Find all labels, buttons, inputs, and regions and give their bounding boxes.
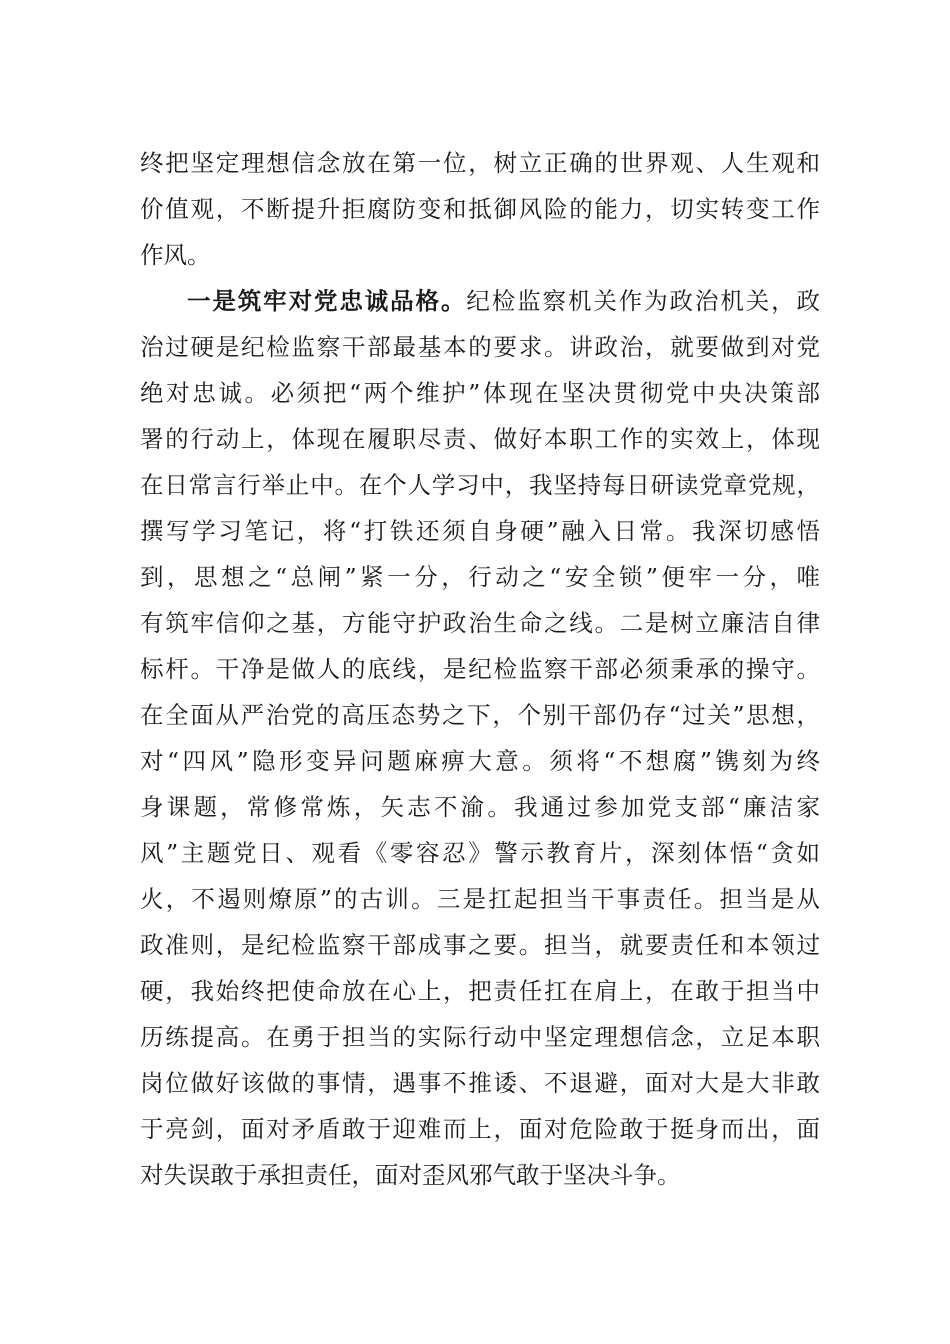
text-line: 硬，我始终把使命放在心上，把责任扛在肩上，在敢于担当中: [140, 977, 820, 1005]
text-line: 身课题，常修常炼，矢志不渝。我通过参加党支部“廉洁家: [140, 793, 820, 821]
text-line: 火，不遏则燎原”的古训。三是扛起担当干事责任。担当是从: [140, 885, 820, 913]
text-line: 署的行动上，体现在履职尽责、做好本职工作的实效上，体现: [140, 425, 820, 453]
text-line: 有筑牢信仰之基，方能守护政治生命之线。二是树立廉洁自律: [140, 609, 820, 637]
text-line: 作风。: [140, 241, 211, 269]
text-line: 政准则，是纪检监察干部成事之要。担当，就要责任和本领过: [140, 931, 820, 959]
text-line: 历练提高。在勇于担当的实际行动中坚定理想信念，立足本职: [140, 1023, 820, 1051]
paragraph-first-line: [140, 278, 820, 324]
text-line: 于亮剑，面对矛盾敢于迎难而上，面对危险敢于挺身而出，面: [140, 1115, 820, 1143]
text-line: 标杆。干净是做人的底线，是纪检监察干部必须秉承的操守。: [140, 655, 820, 683]
text-line: 终把坚定理想信念放在第一位，树立正确的世界观、人生观和: [140, 149, 820, 177]
text-line: 价值观，不断提升拒腐防变和抵御风险的能力，切实转变工作: [140, 195, 820, 223]
text-line: 风”主题党日、观看《零容忍》警示教育片，深刻体悟“贪如: [140, 839, 820, 867]
text-line: 治过硬是纪检监察干部最基本的要求。讲政治，就要做到对党: [140, 333, 820, 361]
text-line: 绝对忠诚。必须把“两个维护”体现在坚决贯彻党中央决策部: [140, 379, 820, 407]
text-line: 岗位做好该做的事情，遇事不推诿、不退避，面对大是大非敢: [140, 1069, 820, 1097]
text-line: 纪检监察机关作为政治机关，政: [466, 287, 821, 315]
paragraph-heading: 一是筑牢对党忠诚品格。: [187, 287, 467, 315]
text-line: 在全面从严治党的高压态势之下，个别干部仍存“过关”思想，: [140, 701, 820, 729]
text-line: 对“四风”隐形变异问题麻痹大意。须将“不想腐”镌刻为终: [140, 747, 820, 775]
text-line: 撰写学习笔记，将“打铁还须自身硬”融入日常。我深切感悟: [140, 517, 820, 545]
text-line: 对失误敢于承担责任，面对歪风邪气敢于坚决斗争。: [140, 1161, 681, 1189]
text-line: 在日常言行举止中。在个人学习中，我坚持每日研读党章党规，: [140, 471, 820, 499]
text-line: 到，思想之“总闸”紧一分，行动之“安全锁”便牢一分，唯: [140, 563, 820, 591]
document-body: [140, 140, 820, 1198]
